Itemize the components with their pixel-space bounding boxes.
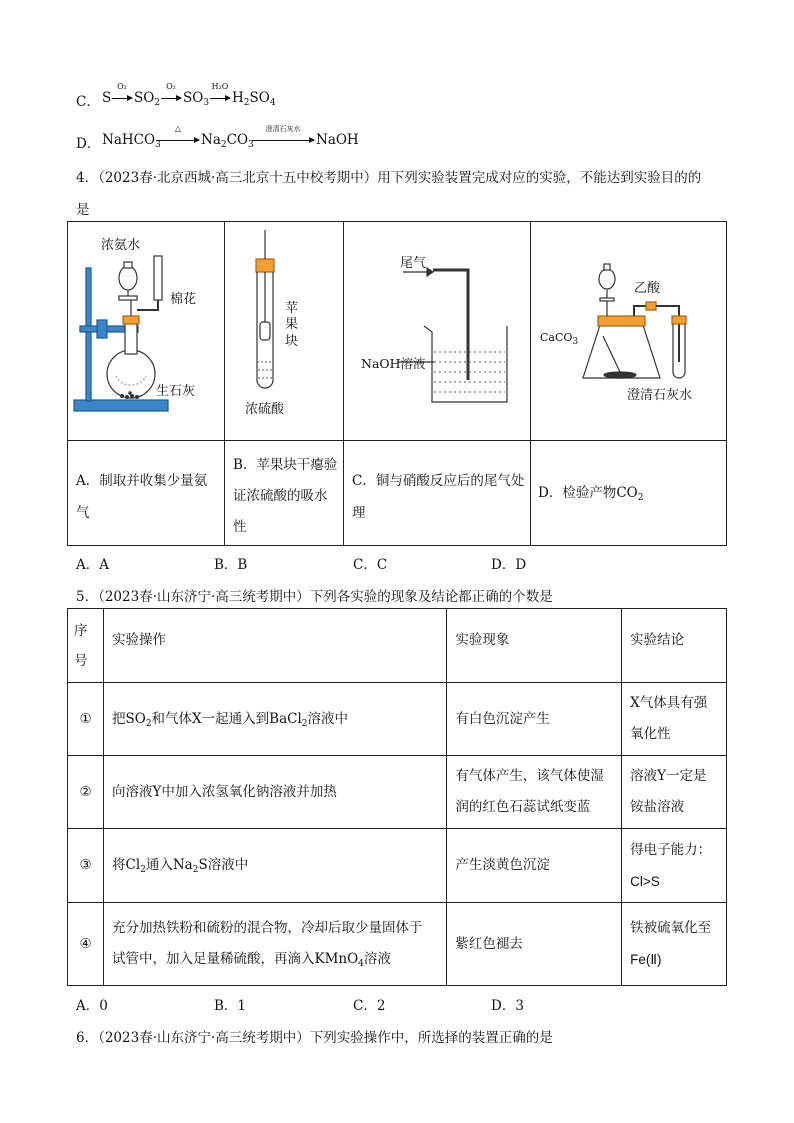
formula-so3: $SO_3$	[183, 90, 210, 108]
q4-stem-line1: 4．（2023春·北京西城·高三北京十五中校考期中）用下列实验装置完成对应的实验，不能达到实验目的的	[76, 170, 702, 186]
row-operation: 充分加热铁粉和硫粉的混合物，冷却后取少量固体于 试管中，加入足量稀硫酸，再滴入KMnO$_4$溶液	[103, 903, 446, 986]
label-tail-gas: 尾气	[400, 256, 427, 271]
label-caco3: CaCO$_3$	[540, 331, 579, 347]
option-label: D．	[76, 136, 101, 152]
header-conclusion: 实验结论	[622, 609, 727, 683]
q4-option-d[interactable]: D．D	[491, 557, 527, 573]
row-conclusion: X气体具有强 氧化性	[622, 683, 727, 756]
formula-nahco3: NaHCO$_3$	[102, 132, 161, 150]
header-phenomenon: 实验现象	[447, 609, 622, 683]
cell-d-text: D．检验产物$CO_2$	[538, 485, 644, 503]
row-operation: 把$SO_2$和气体X一起通入到BaCl$_2$溶液中	[103, 683, 446, 756]
cell-a-text: A．制取并收集少量氨 气	[76, 473, 208, 521]
q5-stem: 5．（2023春·山东济宁·高三统考期中）下列各实验的现象及结论都正确的个数是	[76, 589, 553, 605]
ammonia-apparatus-figure	[74, 256, 168, 411]
row-phenomenon: 有白色沉淀产生	[447, 683, 622, 756]
q5-option-d[interactable]: D．3	[491, 998, 524, 1014]
label-quicklime: 生石灰	[156, 384, 196, 399]
arrow-label: H₂O	[211, 82, 229, 91]
label-conc-ammonia: 浓氨水	[101, 238, 141, 253]
q4-option-c[interactable]: C．C	[353, 557, 388, 573]
table-row	[68, 683, 727, 756]
row-phenomenon: 产生淡黄色沉淀	[447, 829, 622, 903]
arrow-label: O₂	[117, 82, 127, 91]
label-limewater: 澄清石灰水	[627, 388, 693, 403]
arrow-label: O₂	[166, 82, 176, 91]
table-row	[68, 756, 727, 829]
formula-naoh: NaOH	[316, 132, 359, 148]
q5-option-a[interactable]: A．0	[76, 998, 108, 1014]
table-header-row	[68, 609, 727, 683]
row-conclusion: 得电子能力： Cl>S	[622, 829, 727, 903]
label-apple-1: 苹	[285, 301, 299, 316]
q5-option-c[interactable]: C．2	[353, 998, 386, 1014]
q6-stem: 6．（2023春·山东济宁·高三统考期中）下列实验操作中，所选择的装置正确的是	[76, 1030, 553, 1046]
cell-b-text: B．苹果块干瘪验 证浓硫酸的吸水 性	[233, 457, 338, 535]
table-row	[68, 829, 727, 903]
row-number: ③	[68, 829, 104, 903]
q5-experiment-table	[67, 608, 727, 986]
row-operation: 向溶液Y中加入浓氢氧化钠溶液并加热	[103, 756, 446, 829]
formula-s: S	[102, 90, 112, 106]
row-phenomenon: 紫红色褪去	[447, 903, 622, 986]
row-conclusion: 溶液Y一定是 铵盐溶液	[622, 756, 727, 829]
row-number: ②	[68, 756, 104, 829]
arrow-label: △	[174, 124, 182, 133]
label-cotton: 棉花	[170, 292, 197, 307]
q4-option-b[interactable]: B．B	[214, 557, 248, 573]
label-conc-sulfuric: 浓硫酸	[245, 402, 285, 417]
header-operation: 实验操作	[103, 609, 446, 683]
row-conclusion: 铁被硫氧化至 Fe(Ⅱ)	[622, 903, 727, 986]
row-operation: 将$Cl_2$通入$Na_2S$溶液中	[103, 829, 446, 903]
q4-stem-line2: 是	[76, 202, 90, 218]
formula-na2co3: $Na_2CO_3$	[201, 132, 254, 150]
label-acetic-acid: 乙酸	[634, 281, 661, 296]
formula-so2: $SO_2$	[134, 90, 161, 108]
q5-option-b[interactable]: B．1	[214, 998, 247, 1014]
label-apple-2: 果	[285, 317, 299, 332]
arrow-label: 澄清石灰水	[265, 125, 301, 133]
table-row	[68, 903, 727, 986]
row-number: ①	[68, 683, 104, 756]
label-apple-3: 块	[285, 334, 299, 349]
row-number: ④	[68, 903, 104, 986]
cell-c-text: C．铜与硝酸反应后的尾气处 理	[352, 473, 525, 521]
formula-h2so4: $H_2SO_4$	[232, 90, 276, 108]
option-label: C．	[76, 94, 100, 110]
row-phenomenon: 有气体产生，该气体使湿 润的红色石蕊试纸变蓝	[447, 756, 622, 829]
q4-option-a[interactable]: A．A	[76, 557, 109, 573]
test-tube-apple-figure	[256, 230, 274, 388]
label-naoh-solution: NaOH溶液	[361, 356, 426, 371]
header-seq: 序 号	[68, 609, 104, 683]
beaker-tail-gas-figure	[398, 268, 507, 402]
